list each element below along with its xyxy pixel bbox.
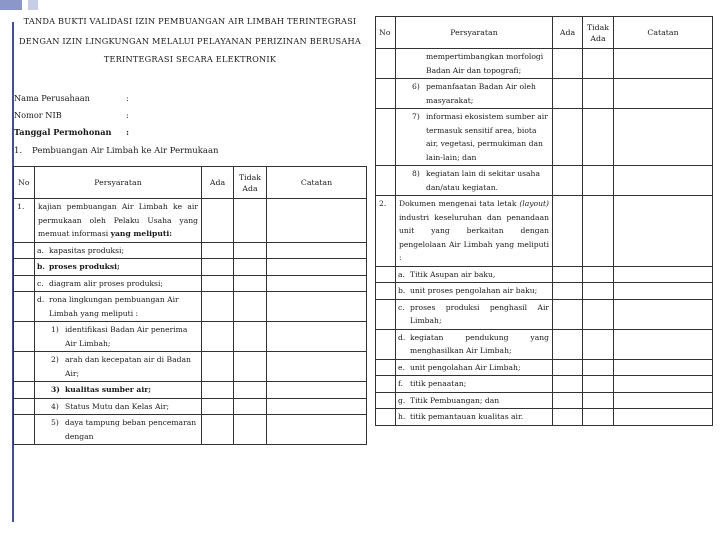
ada-cell (202, 259, 234, 276)
requirement-intro: kajian pembuangan Air Limbah ke air permukaan oleh Pelaku Usaha yang memuat informasi (38, 202, 198, 238)
row-number (14, 292, 35, 322)
item-text: Titik Asupan air baku, (410, 269, 496, 279)
item-text: kegiatan lain di sekitar usaha dan/atau kegiatan. (426, 169, 540, 192)
ada-cell (553, 409, 583, 426)
item-text: informasi ekosistem sumber air termasuk sensitif area, biota air, vegetasi, permukiman dan lain-lain; dan (426, 112, 548, 162)
item-tag: c. (398, 302, 405, 312)
item-text: pemanfaatan Badan Air oleh masyarakat; (426, 82, 536, 105)
catatan-cell (614, 79, 713, 109)
section-heading (14, 146, 219, 156)
field-label: Tanggal Permohonan (14, 127, 112, 137)
table-row (376, 392, 713, 409)
tidak-ada-cell (583, 166, 614, 196)
ada-cell (553, 299, 583, 329)
tidak-ada-cell (234, 275, 267, 292)
item-text: kualitas sumber air; (65, 385, 152, 394)
row-number (376, 109, 396, 166)
ada-cell (553, 283, 583, 300)
catatan-cell (267, 259, 367, 276)
slide-decoration-square (28, 0, 38, 10)
field-company-name (14, 92, 129, 104)
table-row (376, 329, 713, 359)
row-number (376, 359, 396, 376)
requirement-item (35, 275, 202, 292)
requirement-item (396, 283, 553, 300)
item-tag: h. (398, 412, 406, 421)
doc-title-line-1: TANDA BUKTI VALIDASI IZIN PEMBUANGAN AIR LIMBAH TERINTEGRASI (23, 16, 357, 26)
table-row (14, 275, 367, 292)
catatan-cell (267, 322, 367, 352)
slide-decoration-block (0, 0, 22, 10)
item-tag: 6) (412, 82, 420, 91)
row-number (14, 415, 35, 445)
table-row (14, 415, 367, 445)
table-row (376, 283, 713, 300)
tidak-ada-cell (583, 409, 614, 426)
item-text: titik penaatan; (410, 379, 467, 388)
table-header-row (376, 17, 713, 49)
item-tag: g. (398, 395, 406, 405)
ada-cell (553, 329, 583, 359)
requirement-subitem (396, 166, 553, 196)
tidak-ada-cell (234, 382, 267, 399)
item-text: Status Mutu dan Kelas Air; (65, 401, 170, 411)
tidak-ada-cell (583, 79, 614, 109)
item-tag: 2) (51, 355, 59, 364)
ada-cell (202, 275, 234, 292)
table-row (376, 359, 713, 376)
table-row (376, 299, 713, 329)
tidak-ada-cell (583, 283, 614, 300)
table-row (14, 382, 367, 399)
row-number (14, 242, 35, 259)
header-requirements: Persyaratan (396, 17, 553, 49)
item-tag: d. (37, 295, 45, 304)
tidak-ada-cell (583, 266, 614, 283)
item-tag: b. (398, 286, 406, 295)
table-row (376, 109, 713, 166)
requirement-text (35, 199, 202, 243)
tidak-ada-cell (234, 292, 267, 322)
tidak-ada-cell (583, 392, 614, 409)
header-tidak-ada: Tidak Ada (234, 167, 267, 199)
ada-cell (202, 292, 234, 322)
requirement-subitem (396, 109, 553, 166)
row-number (14, 382, 35, 399)
ada-cell (553, 359, 583, 376)
field-colon: : (126, 127, 130, 137)
requirement-item (35, 242, 202, 259)
table-row (14, 292, 367, 322)
item-tag: d. (398, 332, 406, 342)
ada-cell (202, 322, 234, 352)
item-text: proses produksi; (49, 262, 120, 271)
ada-cell (202, 352, 234, 382)
catatan-cell (614, 376, 713, 393)
item-tag: 7) (412, 112, 420, 121)
row-number (14, 352, 35, 382)
row-number (376, 329, 396, 359)
row-number (376, 166, 396, 196)
tidak-ada-cell (583, 49, 614, 79)
section-title: Pembuangan Air Limbah ke Air Permukaan (32, 146, 219, 156)
tidak-ada-cell (234, 352, 267, 382)
table-row (376, 49, 713, 79)
requirement-intro-italic: (layout) (519, 199, 549, 208)
catatan-cell (267, 352, 367, 382)
row-number (14, 275, 35, 292)
catatan-cell (614, 299, 713, 329)
table-row (376, 266, 713, 283)
catatan-cell (614, 359, 713, 376)
catatan-cell (267, 199, 367, 243)
ada-cell (202, 398, 234, 415)
item-tag: f. (398, 379, 403, 388)
catatan-cell (614, 166, 713, 196)
requirement-item (396, 359, 553, 376)
catatan-cell (267, 242, 367, 259)
header-ada: Ada (202, 167, 234, 199)
table-row (14, 352, 367, 382)
requirement-intro-post: industri keseluruhan dan penandaan unit yang berkaitan dengan pengelolaan Air Limbah yang meliputi : (399, 212, 549, 262)
catatan-cell (614, 266, 713, 283)
item-text: kegiatan pendukung yang menghasilkan Air Limbah; (410, 332, 549, 355)
table-row (14, 398, 367, 415)
row-number (376, 299, 396, 329)
requirement-item (396, 266, 553, 283)
item-tag: 1) (51, 325, 59, 334)
ada-cell (553, 266, 583, 283)
catatan-cell (614, 392, 713, 409)
row-number (376, 49, 396, 79)
row-number (14, 322, 35, 352)
catatan-cell (614, 49, 713, 79)
ada-cell (553, 49, 583, 79)
tidak-ada-cell (583, 376, 614, 393)
catatan-cell (614, 196, 713, 267)
item-text: Titik Pembuangan; dan (410, 395, 500, 405)
ada-cell (553, 196, 583, 267)
requirement-subitem (35, 322, 202, 352)
requirement-item (396, 329, 553, 359)
field-colon: : (126, 110, 129, 120)
item-tag: 4) (51, 401, 59, 411)
item-text: proses produksi penghasil Air Limbah; (410, 302, 549, 325)
header-catatan: Catatan (267, 167, 367, 199)
header-no: No (14, 167, 35, 199)
requirement-subitem (35, 352, 202, 382)
tidak-ada-cell (234, 398, 267, 415)
catatan-cell (614, 283, 713, 300)
requirement-text (396, 196, 553, 267)
ada-cell (553, 166, 583, 196)
catatan-cell (614, 409, 713, 426)
catatan-cell (614, 329, 713, 359)
requirement-item (35, 292, 202, 322)
item-text: diagram alir proses produksi; (49, 278, 163, 288)
tidak-ada-cell (583, 329, 614, 359)
tidak-ada-cell (234, 199, 267, 243)
requirements-table-left (13, 166, 367, 445)
requirement-intro-pre: Dokumen mengenai tata letak (399, 199, 517, 208)
item-tag: a. (398, 269, 405, 279)
item-tag: c. (37, 278, 44, 288)
field-application-date (14, 126, 130, 138)
field-label: Nama Perusahaan (14, 93, 90, 103)
table-row (376, 409, 713, 426)
table-row (14, 199, 367, 243)
field-colon: : (126, 93, 129, 103)
table-row (376, 79, 713, 109)
requirements-table-right (375, 16, 713, 426)
catatan-cell (267, 292, 367, 322)
field-label: Nomor NIB (14, 110, 62, 120)
item-tag: 5) (51, 418, 59, 427)
catatan-cell (267, 382, 367, 399)
ada-cell (202, 382, 234, 399)
table-row (14, 242, 367, 259)
doc-title-line-2: DENGAN IZIN LINGKUNGAN MELALUI PELAYANAN PERIZINAN BERUSAHA (19, 36, 361, 46)
tidak-ada-cell (583, 299, 614, 329)
catatan-cell (614, 109, 713, 166)
catatan-cell (267, 415, 367, 445)
table-header-row (14, 167, 367, 199)
item-text: titik pemantauan kualitas air. (410, 412, 524, 421)
catatan-cell (267, 398, 367, 415)
field-nib-number (14, 109, 129, 121)
ada-cell (553, 109, 583, 166)
item-text: unit proses pengolahan air baku; (410, 286, 538, 295)
tidak-ada-cell (583, 109, 614, 166)
item-tag: e. (398, 362, 405, 372)
requirement-subitem (35, 382, 202, 399)
doc-title-line-3: TERINTEGRASI SECARA ELEKTRONIK (103, 54, 277, 64)
row-number: 2. (376, 196, 396, 267)
requirement-item (396, 392, 553, 409)
tidak-ada-cell (234, 322, 267, 352)
header-no: No (376, 17, 396, 49)
ada-cell (553, 79, 583, 109)
table-row (376, 166, 713, 196)
row-number (376, 376, 396, 393)
ada-cell (553, 376, 583, 393)
ada-cell (202, 415, 234, 445)
item-text: daya tampung beban pencemaran dengan (65, 418, 197, 441)
requirement-subitem (35, 415, 202, 445)
row-number (376, 266, 396, 283)
row-number (14, 398, 35, 415)
section-number: 1. (14, 146, 23, 156)
ada-cell (553, 392, 583, 409)
requirement-intro-bold: yang meliputi: (110, 229, 173, 238)
row-number (376, 392, 396, 409)
item-tag: 3) (51, 385, 60, 394)
header-tidak-ada: Tidak Ada (583, 17, 614, 49)
requirement-item (35, 259, 202, 276)
item-text: unit pengolahan Air Limbah; (410, 362, 521, 372)
item-text: identifikasi Badan Air penerima Air Limbah; (65, 325, 188, 348)
requirement-item (396, 376, 553, 393)
table-row (14, 322, 367, 352)
table-row (376, 376, 713, 393)
tidak-ada-cell (234, 259, 267, 276)
table-row (376, 196, 713, 267)
header-requirements: Persyaratan (35, 167, 202, 199)
requirement-item (396, 409, 553, 426)
item-text: arah dan kecepatan air di Badan Air; (65, 355, 191, 378)
ada-cell (202, 199, 234, 243)
item-tag: a. (37, 245, 44, 255)
row-number: 1. (14, 199, 35, 243)
requirement-subitem (396, 79, 553, 109)
catatan-cell (267, 275, 367, 292)
item-text: rona lingkungan pembuangan Air Limbah yang meliputi : (49, 295, 179, 318)
tidak-ada-cell (234, 415, 267, 445)
requirement-subitem-continued: mempertimbangkan morfologi Badan Air dan topografi; (396, 49, 553, 79)
item-text: kapasitas produksi; (49, 245, 125, 255)
item-tag: 8) (412, 169, 420, 178)
requirement-subitem (35, 398, 202, 415)
header-catatan: Catatan (614, 17, 713, 49)
tidak-ada-cell (234, 242, 267, 259)
item-tag: b. (37, 262, 45, 271)
tidak-ada-cell (583, 359, 614, 376)
row-number (376, 409, 396, 426)
row-number (376, 283, 396, 300)
ada-cell (202, 242, 234, 259)
table-row (14, 259, 367, 276)
row-number (14, 259, 35, 276)
tidak-ada-cell (583, 196, 614, 267)
header-ada: Ada (553, 17, 583, 49)
requirement-item (396, 299, 553, 329)
row-number (376, 79, 396, 109)
